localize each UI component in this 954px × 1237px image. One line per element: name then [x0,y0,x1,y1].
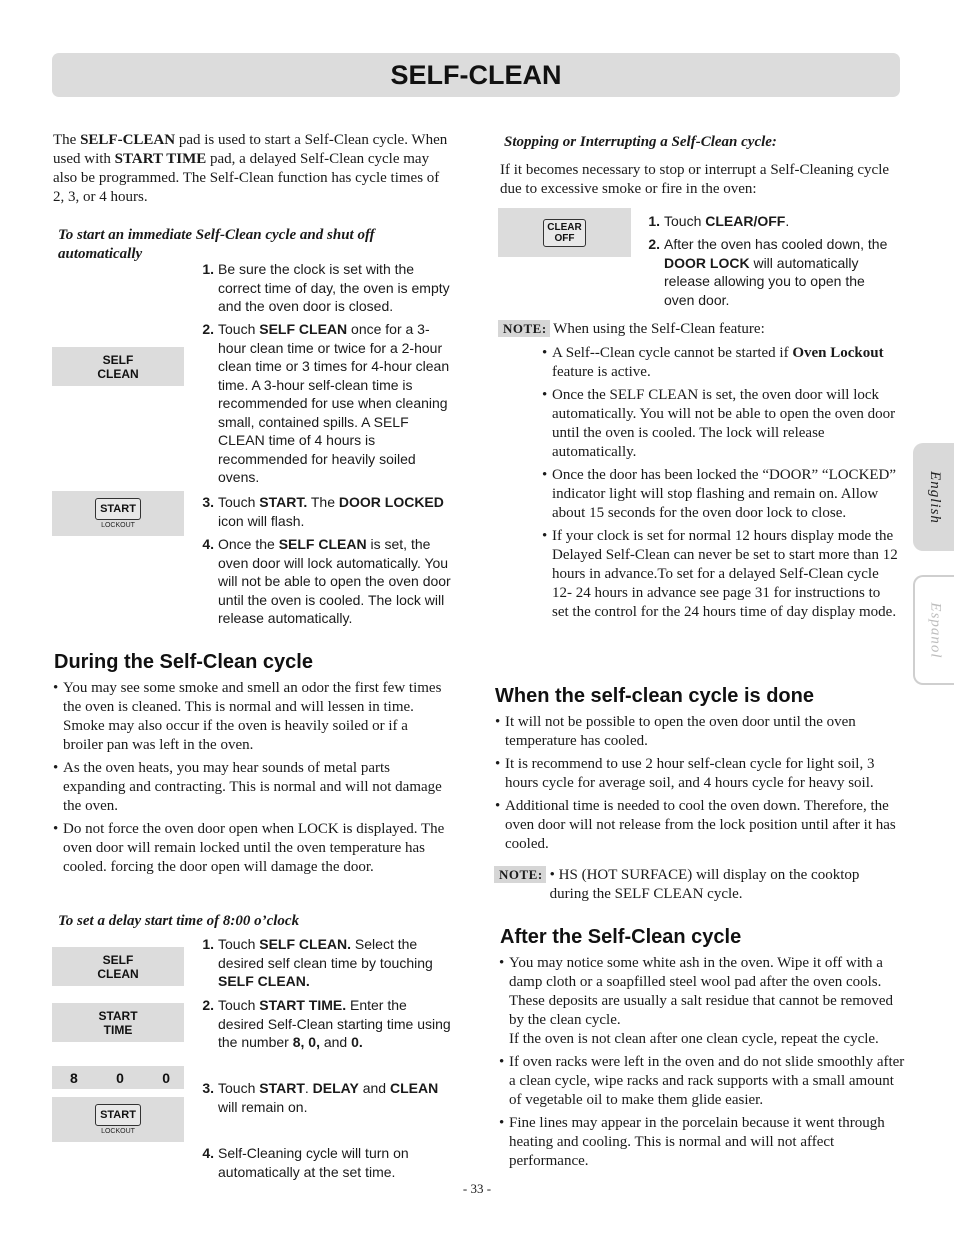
tab-espanol[interactable] [913,575,954,685]
stopping-heading: Stopping or Interrupting a Self-Clean cycle: [504,134,777,150]
delay-step-1 [200,935,452,991]
pad-label: CLEAN [97,966,139,981]
digit-8: 8 [70,1069,78,1086]
list-item: • If your clock is set for normal 12 hours display mode the Delayed Self-Clean can never be set to start more than 12 hours in advance.To set for a delayed Self-Clean cycle 12- 24 hours in advance see page 31 for instructions to set the control for the 24 hours time of day display mode. [542,527,898,622]
stopping-step-2 [646,235,898,309]
note-text: • HS (HOT SURFACE) will display on the cooktop during the SELF CLEAN cycle. [549,867,860,902]
tab-english[interactable] [913,443,954,551]
list-item: • Additional time is needed to cool the oven down. Therefore, the oven door will not release from the lock position until after it has cooled. [495,797,900,854]
delay-step-4 [200,1144,452,1181]
step-text: Touch SELF CLEAN. Select the desired self clean time by touching SELF CLEAN. [218,936,433,989]
pad-label: TIME [103,1022,133,1037]
tab-label: Espanol [927,601,944,659]
step-text: Once the SELF CLEAN is set, the oven door will lock automatically. You will not be able to open the oven door until the oven is cooled. The lock will release automatically. [218,536,451,626]
intro-bold: START TIME [114,151,207,167]
stopping-step-1 [646,212,898,231]
immediate-step-1 [200,260,452,316]
intro-text: The [53,132,81,148]
list-item: • Fine lines may appear in the porcelain because it went through heating and cooling. This is normal and will not affect performance. [499,1114,909,1171]
key-label: CLEAR [547,221,582,233]
step-number: 1. [648,213,660,229]
step-text: Touch START. The DOOR LOCKED icon will flash. [218,494,444,529]
delay-heading: To set a delay start time of 8:00 o’clock [58,913,300,929]
step-number: 2. [202,321,214,337]
digit-0: 0 [162,1069,170,1086]
key-label: OFF [554,232,575,244]
step-number: 3. [202,494,214,510]
done-heading: When the self-clean cycle is done [495,685,814,707]
list-item: • It will not be possible to open the oven door until the oven temperature has cooled. [495,713,900,751]
note-label: NOTE: [498,320,550,337]
during-list [53,679,451,881]
note-1 [498,320,898,339]
immediate-step-2 [200,320,452,487]
step-text: Touch START. DELAY and CLEAN will remain on. [218,1080,439,1115]
start-lockout-pad [52,491,184,536]
page-number: - 33 - [462,1181,492,1196]
step-text: After the oven has cooled down, the DOOR LOCK will automatically release allowing you to open the oven door. [664,236,888,308]
note-intro: When using the Self-Clean feature: [553,321,765,337]
delay-step-2 [200,996,452,1052]
note-label: NOTE: [494,866,546,883]
step-number: 2. [648,236,660,252]
start-key: START [95,1104,141,1126]
clear-off-key [543,219,585,247]
list-item: • Once the door has been locked the “DOOR” “LOCKED” indicator light will stop flashing and remain on. Allow about 15 seconds for the oven door lock to close. [542,466,898,523]
list-item: • You may notice some white ash in the oven. Wipe it off with a damp cloth or a soapfilled steel wool pad after the oven cools. These deposits are usually a salt residue that cannot be removed by the clean cycle. If the oven is not clean after one clean cycle, repeat the cycle. [499,954,909,1049]
lockout-label: LOCKOUT [101,1127,135,1135]
clear-off-pad [498,208,631,257]
intro-text: pad is used to start a Self-Clean cycle. When used with [53,132,448,167]
list-item: • A Self--Clean cycle cannot be started if Oven Lockout feature is active. [542,344,898,382]
list-item: • As the oven heats, you may hear sounds of metal parts expanding and contracting. This is normal and will not damage the oven. [53,759,451,816]
immediate-heading: To start an immediate Self-Clean cycle and shut off automatically [58,227,375,262]
digit-0: 0 [116,1069,124,1086]
list-item: • It is recommend to use 2 hour self-clean cycle for light soil, 3 hours cycle for average soil, and 4 hours cycle for heavy soil. [495,755,900,793]
pad-label: SELF [102,352,134,367]
page-title: SELF-CLEAN [390,60,562,90]
step-number: 1. [202,261,214,277]
intro-text: pad, a delayed Self-Clean cycle may also be programmed. The Self-Clean function has cycle times of 2, 3, or 4 hours. [53,151,440,205]
list-item: • If oven racks were left in the oven and do not slide smoothly after a clean cycle, wipe racks and rack supports with a small amount of vegetable oil to make them glide easier. [499,1053,909,1110]
pad-label: START [98,1008,138,1023]
step-text: Touch SELF CLEAN once for a 3-hour clean time or twice for a 2-hour clean time or 3 times for 4-hour clean time. A 3-hour self-clean time is recommended for use when cleaning small, contained spills. A SELF CLEAN time of 4 hours is recommended for heavily soiled ovens. [218,321,450,485]
step-text: Be sure the clock is set with the correct time of day, the oven is empty and the oven door is closed. [218,261,450,314]
immediate-step-3 [200,493,452,530]
step-text: Touch START TIME. Enter the desired Self-Clean starting time using the number 8, 0, and 0. [218,997,451,1050]
start-lockout-pad [52,1097,184,1142]
step-text: Self-Cleaning cycle will turn on automatically at the set time. [218,1145,409,1180]
intro-paragraph [53,131,448,207]
note-1-list [542,344,898,626]
after-heading: After the Self-Clean cycle [500,926,742,948]
list-item: • Once the SELF CLEAN is set, the oven door will lock automatically. You will not be able to open the oven door until the oven is cooled. The lock will release automatically. [542,386,898,462]
self-clean-pad [52,347,184,386]
step-number: 2. [202,997,214,1013]
stopping-intro: If it becomes necessary to stop or interrupt a Self-Cleaning cycle due to excessive smoke or fire in the oven: [500,162,890,197]
pad-label: CLEAN [97,366,139,381]
start-key: START [95,498,141,520]
done-list [495,713,900,858]
title-bar [52,53,900,97]
list-item: • Do not force the oven door open when LOCK is displayed. The oven door will remain locked until the oven temperature has cooled. forcing the door open will damage the door. [53,820,451,877]
intro-bold: SELF-CLEAN [80,132,176,148]
digit-pad [52,1066,184,1089]
step-number: 3. [202,1080,214,1096]
pad-label: SELF [102,952,134,967]
list-item: • You may see some smoke and smell an odor the first few times the oven is cleaned. This is normal and will lessen in time. Smoke may also occur if the oven is heavily soiled or if a broiler pan was left in the oven. [53,679,451,755]
start-time-pad [52,1003,184,1042]
self-clean-pad [52,947,184,986]
step-number: 4. [202,536,214,552]
after-list [499,954,909,1175]
note-2 [494,866,894,904]
step-number: 4. [202,1145,214,1161]
step-number: 1. [202,936,214,952]
delay-step-3 [200,1079,452,1116]
tab-label: English [926,470,943,524]
during-heading: During the Self-Clean cycle [54,651,313,673]
immediate-step-4 [200,535,452,628]
lockout-label: LOCKOUT [101,521,135,529]
step-text: Touch CLEAR/OFF. [664,213,790,229]
